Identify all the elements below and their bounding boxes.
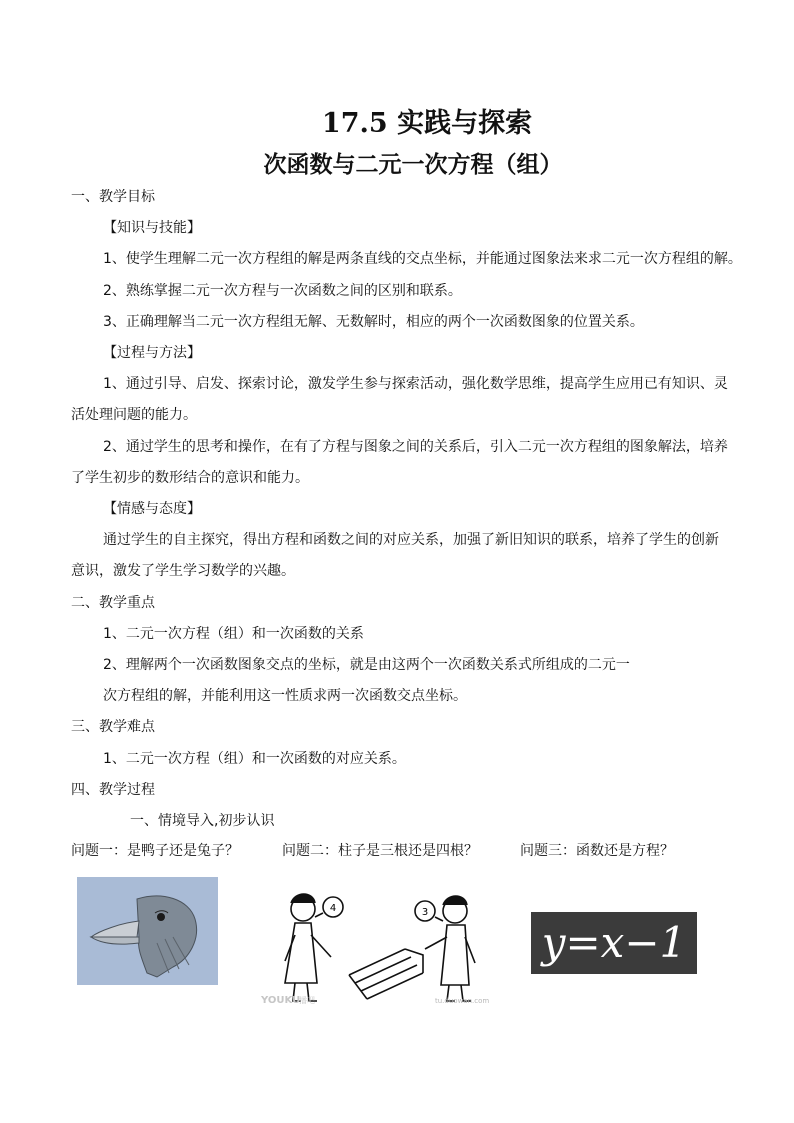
paragraph-line: 2、理解两个一次函数图象交点的坐标，就是由这两个一次函数关系式所组成的二元一 [103, 657, 630, 673]
paragraph-line: 1、二元一次方程（组）和一次函数的对应关系。 [103, 751, 406, 767]
paragraph-line: 意识，激发了学生学习数学的兴趣。 [71, 563, 295, 579]
sub-heading: 一、情境导入,初步认识 [130, 813, 275, 829]
pillars-cartoon-drawing [255, 865, 501, 1011]
duck-rabbit-drawing [77, 877, 218, 985]
question-one: 问题一：是鸭子还是兔子？ [71, 843, 239, 859]
paragraph-line: 1、通过引导、启发、探索讨论，激发学生参与探索活动，强化数学思维，提高学生应用已有知识、灵 [103, 376, 728, 392]
page-subtitle: 次函数与二元一次方程（组） [263, 151, 563, 178]
section-heading: 四、教学过程 [71, 782, 155, 798]
paragraph-line: 2、熟练掌握二元一次方程与一次函数之间的区别和联系。 [103, 283, 462, 299]
paragraph-line: 1、使学生理解二元一次方程组的解是两条直线的交点坐标，并能通过图象法来求二元一次方程组的解。 [103, 251, 742, 267]
paragraph-line: 1、二元一次方程（组）和一次函数的关系 [103, 626, 364, 642]
sub-heading: 【知识与技能】 [103, 220, 201, 236]
sub-heading: 【过程与方法】 [103, 345, 201, 361]
speech-bubble-left: 4 [329, 903, 337, 914]
equation-text: y=x−1 [541, 918, 687, 967]
paragraph-line: 2、通过学生的思考和操作，在有了方程与图象之间的关系后，引入二元一次方程组的图象解法，培养 [103, 439, 728, 455]
question-two: 问题二：柱子是三根还是四根？ [282, 843, 478, 859]
watermark-youku: YOUKU [261, 995, 301, 1006]
equation-image [531, 912, 697, 974]
paragraph-line: 通过学生的自主探究，得出方程和函数之间的对应关系，加强了新旧知识的联系，培养了学生的创新 [103, 532, 719, 548]
watermark-duowan: tu.duowan.com [435, 997, 490, 1005]
duck-rabbit-image [77, 877, 218, 985]
section-heading: 二、教学重点 [71, 595, 155, 611]
watermark-youku-cn: 播吧 [299, 996, 315, 1005]
paragraph-line: 3、正确理解当二元一次方程组无解、无数解时，相应的两个一次函数图象的位置关系。 [103, 314, 644, 330]
section-heading: 三、教学难点 [71, 719, 155, 735]
section-heading: 一、教学目标 [71, 189, 155, 205]
paragraph-line: 活处理问题的能力。 [71, 407, 197, 423]
pillars-cartoon-image [255, 865, 501, 1011]
paragraph-line: 次方程组的解，并能利用这一性质求两一次函数交点坐标。 [103, 688, 467, 704]
paragraph-line: 了学生初步的数形结合的意识和能力。 [71, 470, 309, 486]
speech-bubble-right: 3 [421, 907, 429, 918]
question-three: 问题三：函数还是方程？ [520, 843, 674, 859]
sub-heading: 【情感与态度】 [103, 501, 201, 517]
page-title: 17.5 实践与探索 [321, 108, 533, 139]
